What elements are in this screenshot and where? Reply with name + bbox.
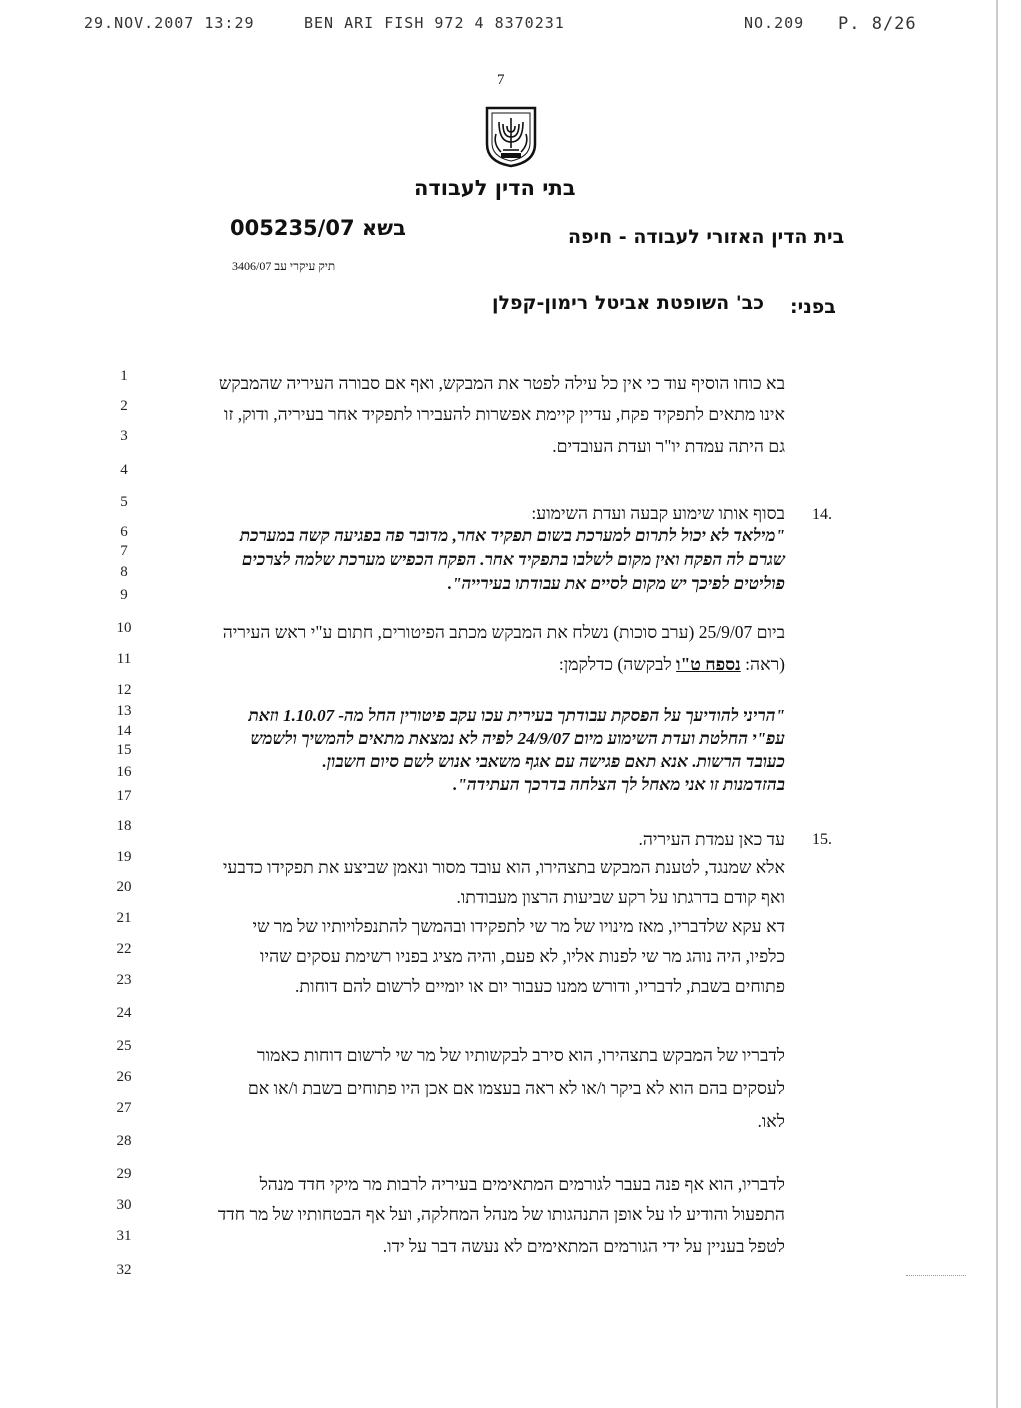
line-number: 6 <box>120 524 128 540</box>
paragraph-number: 14. <box>812 506 832 523</box>
line-number: 31 <box>116 1228 132 1244</box>
judge-name: כב' השופטת אביטל רימון-קפלן <box>492 292 765 314</box>
quoted-line: בהזדמנות זו אני מאחל לך הצלחה בדרכך העתידה". <box>453 775 785 794</box>
line-number: 13 <box>116 703 132 719</box>
line-number: 28 <box>116 1133 132 1149</box>
quoted-line: שגרם לה הפקח ואין מקום לשלבו בתפקיד אחר. הפקח הכפיש מערכת שלמה לצרכים <box>241 550 785 569</box>
line-number: 21 <box>116 910 132 926</box>
reference-prefix: (ראה: <box>740 654 785 674</box>
body-line: דא עקא שלדבריו, מאז מינויו של מר שי לתפקידו ובהמשך להתנפלויותיו של מר שי <box>252 916 785 936</box>
quoted-line: "הריני להודיעך על הפסקת עבודתך בעירית עכו עקב פיטורין החל מה- 1.10.07 וזאת <box>248 706 785 725</box>
fax-datetime: 29.NOV.2007 13:29 <box>84 14 255 32</box>
line-number: 19 <box>116 849 132 865</box>
line-number: 29 <box>116 1166 132 1182</box>
paragraph-number: 15. <box>812 831 832 848</box>
body-line: לאו. <box>757 1111 785 1131</box>
quoted-line: פוליטים לפיכך יש מקום לסיים את עבודתו בעירייה". <box>447 574 785 593</box>
main-file-number: תיק עיקרי עב 3406/07 <box>232 259 336 273</box>
body-line: לדבריו של המבקש בתצהירו, הוא סירב לבקשותיו של מר שי לרשום דוחות כאמור <box>257 1045 785 1065</box>
body-line: כלפיו, היה נוהג מר שי לפנות אליו, לא פעם, והיה מציג בפניו רשימת עסקים שהיו <box>260 946 785 966</box>
line-number: 5 <box>120 494 128 510</box>
body-line: ואף קודם בדרגתו על רקע שביעות הרצון מעבודתו. <box>456 887 785 907</box>
line-number: 4 <box>120 462 128 478</box>
line-number: 20 <box>116 879 132 895</box>
line-number: 22 <box>116 941 132 957</box>
fax-number: NO.209 <box>744 14 805 32</box>
line-number: 17 <box>116 788 132 804</box>
fax-page: P. 8/26 <box>838 14 917 34</box>
before-label: בפני: <box>790 296 836 318</box>
line-number: 12 <box>116 682 132 698</box>
line-number: 26 <box>116 1069 132 1085</box>
case-number: בשא 005235/07 <box>230 216 406 240</box>
body-line: ביום 25/9/07 (ערב סוכות) נשלח את המבקש מכתב הפיטורים, חתום ע"י ראש העיריה <box>222 622 785 642</box>
line-number: 15 <box>116 742 132 758</box>
body-line: פתוחים בשבת, לדבריו, ודורש ממנו כעבור יום או יומיים לרשום להם דוחות. <box>295 976 785 996</box>
body-line: התפעול והודיע לו על אופן התנהגותו של מנהל המחלקה, ועל אף הבטחותיו של מר חדד <box>217 1204 785 1224</box>
court-system-title: בתי הדין לעבודה <box>414 176 576 200</box>
court-name: בית הדין האזורי לעבודה - חיפה <box>568 226 845 248</box>
quoted-line: "מילאד לא יכול לתרום למערכת בשום תפקיד אחר, מדובר פה בפגיעה קשה במערכת <box>239 526 785 545</box>
body-line: לטפל בעניין על ידי הגורמים המתאימים לא נעשה דבר על ידו. <box>382 1236 785 1256</box>
annex-reference-link[interactable]: נספח ט"ו <box>676 654 741 674</box>
line-number: 16 <box>116 764 132 780</box>
body-line: עד כאן עמדת העיריה. <box>638 829 785 849</box>
line-number: 24 <box>116 1005 132 1021</box>
line-number: 14 <box>116 723 132 739</box>
scan-edge-line <box>996 0 998 1408</box>
line-number: 2 <box>120 398 128 414</box>
line-number: 3 <box>120 428 128 444</box>
line-number: 8 <box>120 564 128 580</box>
body-line <box>559 654 785 675</box>
body-line: בא כוחו הוסיף עוד כי אין כל עילה לפטר את המבקש, ואף אם סבורה העיריה שהמבקש <box>218 373 785 393</box>
line-number: 18 <box>116 818 132 834</box>
quoted-line: עפ"י החלטת ועדת השימוע מיום 24/9/07 לפיה לא נמצאת מתאים להמשיך ולשמש <box>250 729 785 748</box>
line-number: 10 <box>116 620 132 636</box>
fax-sender: BEN ARI FISH 972 4 8370231 <box>304 14 565 32</box>
body-line: אלא שמנגד, לטענת המבקש בתצהירו, הוא עובד מסור ונאמן שביצע את תפקידו כדבעי <box>222 857 785 877</box>
line-number: 11 <box>116 651 132 667</box>
body-line: גם היתה עמדת יו"ר ועדת העובדים. <box>552 436 785 456</box>
line-number: 25 <box>116 1038 132 1054</box>
state-emblem-icon <box>483 104 539 168</box>
line-number: 27 <box>116 1100 132 1116</box>
body-line: בסוף אותו שימוע קבעה ועדת השימוע: <box>531 503 785 523</box>
scan-speck <box>906 1275 966 1277</box>
quoted-line: כעובד הרשות. אנא תאם פגישה עם אגף משאבי אנוש לשם סיום חשבון. <box>322 752 785 771</box>
line-number: 9 <box>120 587 128 603</box>
line-number: 32 <box>116 1262 132 1278</box>
line-number: 7 <box>120 543 128 559</box>
body-line: אינו מתאים לתפקיד פקח, עדיין קיימת אפשרות להעבירו לתפקיד אחר בעיריה, ודוק, זו <box>224 404 785 424</box>
body-line: לדבריו, הוא אף פנה בעבר לגורמים המתאימים בעיריה לרבות מר מיקי חדד מנהל <box>259 1174 785 1194</box>
page-number: 7 <box>497 72 505 88</box>
body-line: לעסקים בהם הוא לא ביקר ו/או לא ראה בעצמו אם אכן היו פתוחים בשבת ו/או אם <box>247 1078 785 1098</box>
line-number: 30 <box>116 1197 132 1213</box>
line-number: 23 <box>116 972 132 988</box>
line-number: 1 <box>120 368 128 384</box>
reference-suffix: לבקשה) כדלקמן: <box>558 654 677 674</box>
